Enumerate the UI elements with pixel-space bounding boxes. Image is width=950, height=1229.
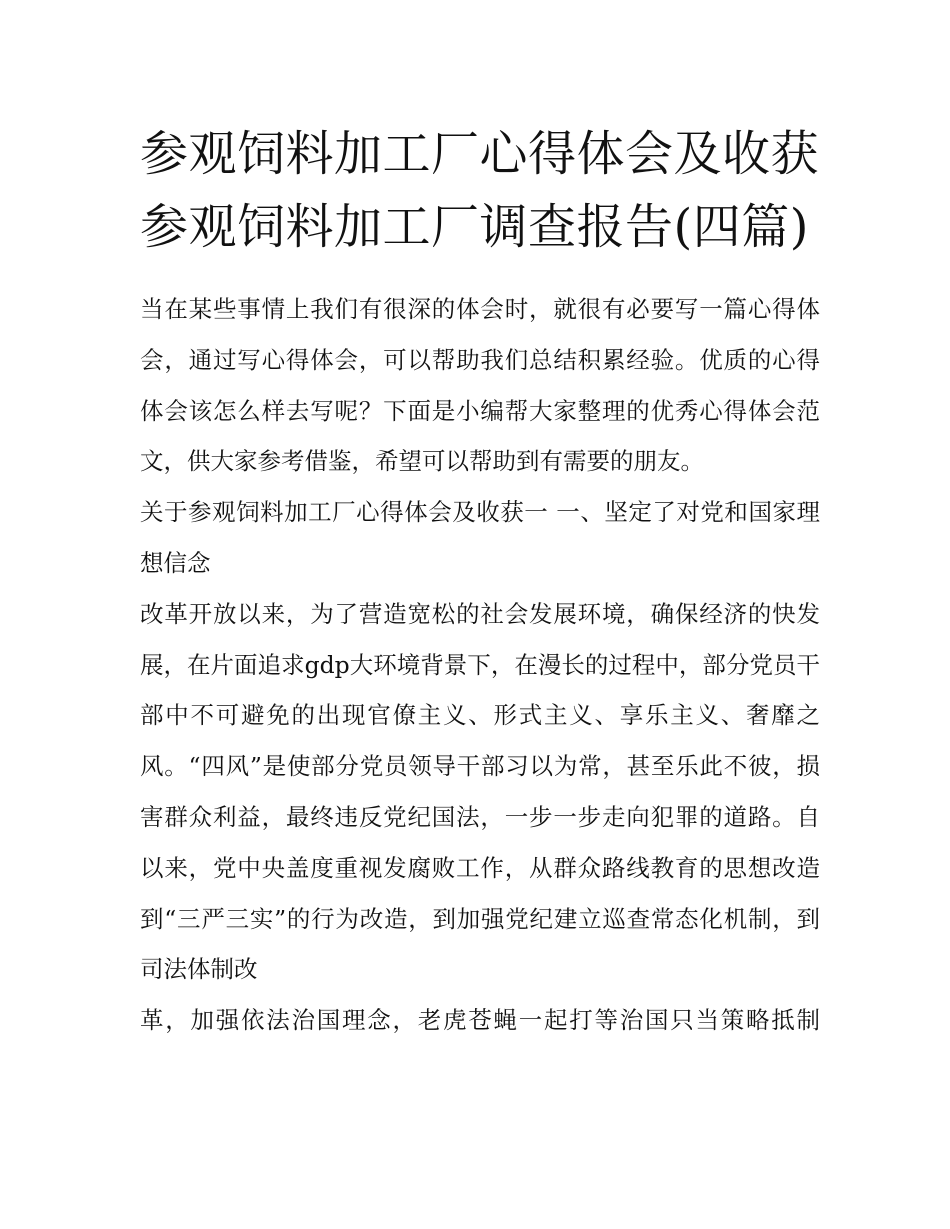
document-body [140,284,820,1046]
section-heading-paragraph: 关于参观饲料加工厂心得体会及收获一 一、坚定了对党和国家理想信念 [140,498,820,577]
document-content [140,118,820,1046]
intro-paragraph: 当在某些事情上我们有很深的体会时，就很有必要写一篇心得体会，通过写心得体会，可以帮助我们总结积累经验。优质的心得体会该怎么样去写呢？下面是小编帮大家整理的优秀心得体会范文，供大家参考借鉴，希望可以帮助到有需要的朋友。 [140,295,820,476]
trailing-paragraph: 革，加强依法治国理念，老虎苍蝇一起打等治国只当策略抵制 [140,1006,820,1035]
body-paragraph: 改革开放以来，为了营造宽松的社会发展环境，确保经济的快发展，在片面追求gdp大环境背景下，在漫长的过程中，部分党员干部中不可避免的出现官僚主义、形式主义、享乐主义、奢靡之风。“四风”是使部分党员领导干部习以为常，甚至乐此不彼，损害群众利益，最终违反党纪国法，一步一步走向犯罪的道路。自以来，党中央盖度重视发腐败工作，从群众路线教育的思想改造到“三严三实”的行为改造，到加强党纪建立巡查常态化机制，到司法体制改 [140,599,820,984]
document-title: 参观饲料加工厂心得体会及收获 参观饲料加工厂调查报告(四篇) [140,126,820,255]
